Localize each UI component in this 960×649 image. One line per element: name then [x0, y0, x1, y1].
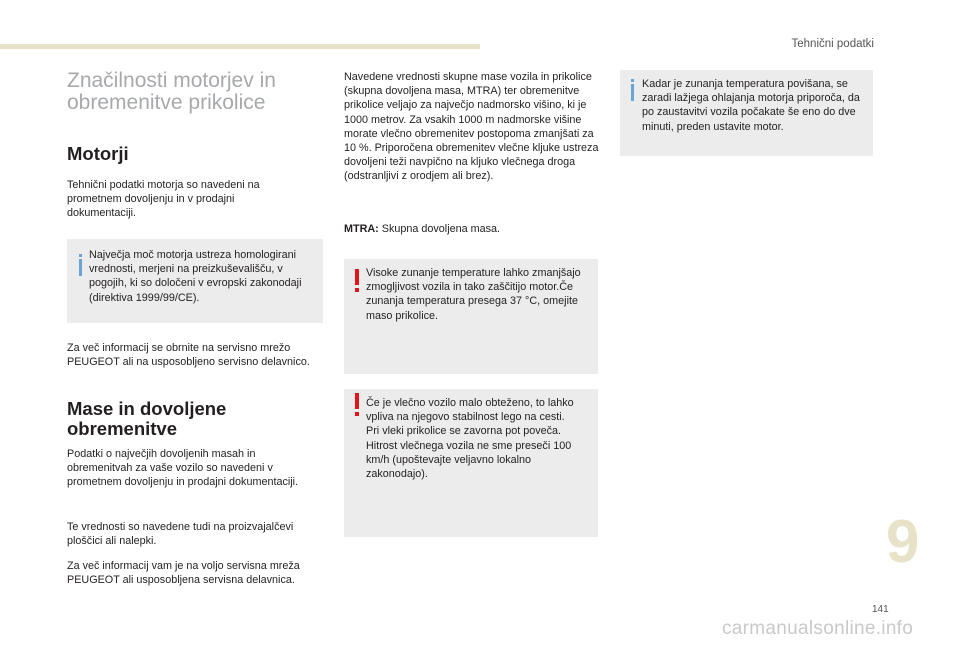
info-box-motorji-text: Največja moč motorja ustreza homologirani vrednosti, merjeni na preizkuševališču, v pogojih, ki so določeni v evropski zakonodaji (direktiva 1999/99/CE). [89, 249, 302, 304]
warning-box-stability-text: Če je vlečno vozilo malo obteženo, to lahko vpliva na njegovo stabilnost lego na cesti. Pri vleki prikolice se zavorna pot poveča. Hitrost vlečnega vozila ne sme preseči 100 km/h (upoštevajte veljavno lokalno zakonodajo). [366, 397, 574, 481]
info-box-cooling [620, 70, 873, 156]
paragraph-mase-2: Te vrednosti so navedene tudi na proizvajalčevi ploščici ali nalepki. [67, 521, 294, 548]
warning-box-stability [344, 389, 598, 537]
warning-box-temperature [344, 259, 598, 374]
mtra-text: Skupna dovoljena masa. [378, 223, 501, 235]
heading-motorji: Motorji [67, 143, 129, 164]
watermark: carmanualsonline.info [722, 618, 914, 639]
section-name: Tehnični podatki [791, 38, 874, 50]
chapter-number: 9 [886, 508, 920, 575]
paragraph-vrednosti: Navedene vrednosti skupne mase vozila in prikolice (skupna dovoljena masa, MTRA) ter obremenitve prikolice veljajo za največjo nadmorsko višino, ki je 1000 metrov. Za vsakih 1000 m nadmorske višine morate vlečno obremenitev postopoma zmanjšati za 10 %. Priporočena obremenitev vlečne kljuke ustreza dovoljeni teži navpično na kljuko vlečnega droga (odstranljivi z orodjem ali brez). [344, 71, 599, 183]
paragraph-servis: Za več informacij se obrnite na servisno mrežo PEUGEOT ali na usposobljeno servisno delavnico. [67, 342, 310, 369]
info-icon [79, 259, 82, 276]
heading-mase: Mase in dovoljene obremenitve [67, 398, 227, 439]
paragraph-mase-3: Za več informacij vam je na voljo servisna mreža PEUGEOT ali usposobljena servisna delavnica. [67, 560, 300, 587]
warning-icon [355, 393, 359, 409]
page-title: Značilnosti motorjev in obremenitve prikolice [67, 69, 276, 114]
paragraph-motorji: Tehnični podatki motorja so navedeni na prometnem dovoljenju in v prodajni dokumentaciji. [67, 179, 260, 220]
mtra-label: MTRA: [344, 223, 379, 235]
info-icon [631, 84, 634, 101]
warning-icon [355, 269, 359, 285]
info-box-motorji [67, 239, 323, 323]
paragraph-mase-1: Podatki o največjih dovoljenih masah in obremenitvah za vaše vozilo so navedeni v prometnem dovoljenju in prodajni dokumentaciji. [67, 448, 299, 489]
info-box-cooling-text: Kadar je zunanja temperatura povišana, se zaradi lažjega ohlajanja motorja priporoča, da po zaustavitvi vozila počakate še eno do dve minuti, preden ustavite motor. [642, 78, 860, 133]
header-bar [0, 44, 480, 49]
paragraph-mtra [344, 222, 600, 236]
page-number: 141 [872, 604, 889, 615]
warning-box-temperature-text: Visoke zunanje temperature lahko zmanjšajo zmogljivost vozila in tako zaščitijo motor.Če zunanja temperatura presega 37 °C, omejite maso prikolice. [366, 267, 581, 322]
